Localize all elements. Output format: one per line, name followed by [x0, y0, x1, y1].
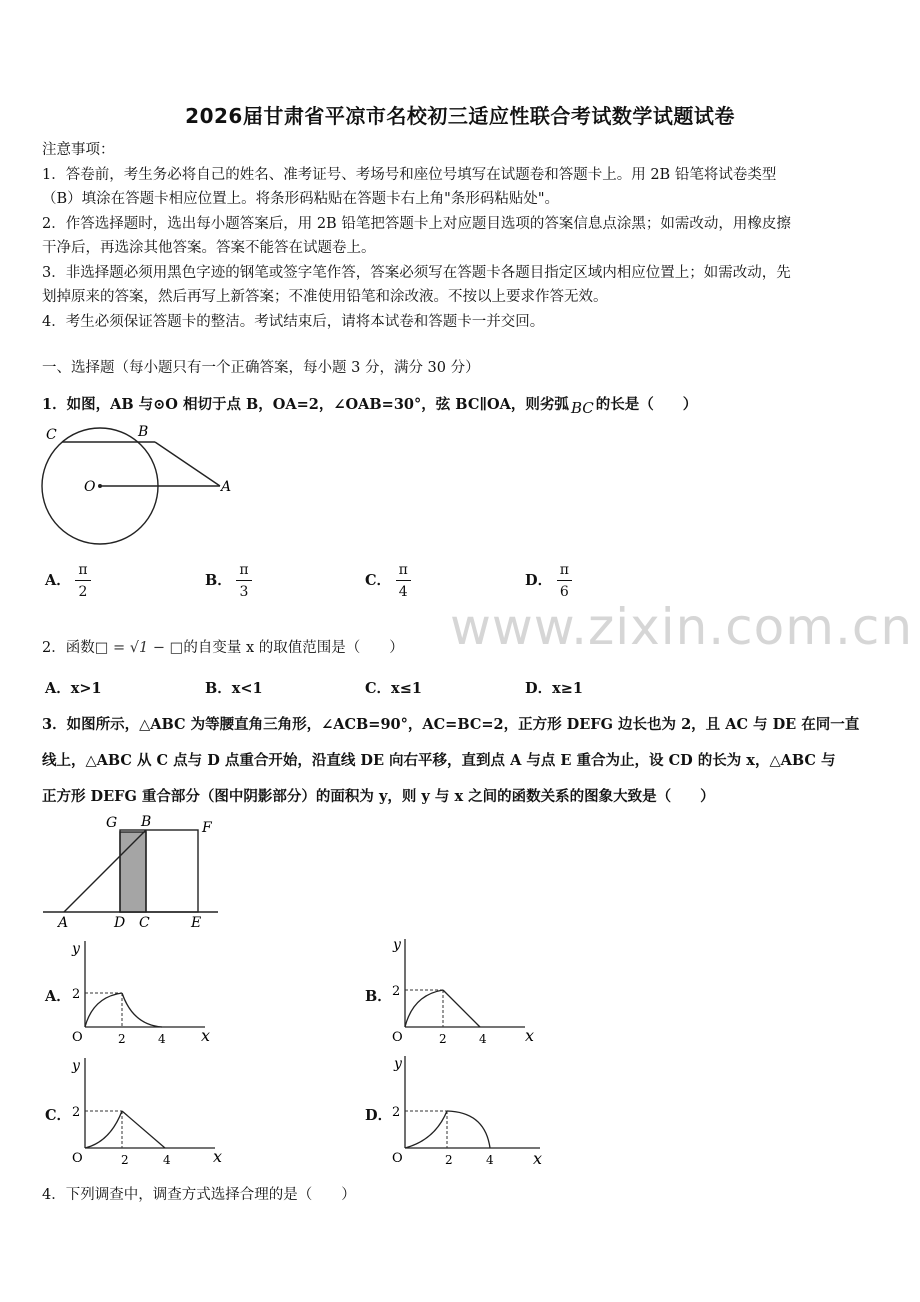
x-axis-label: x	[213, 1147, 223, 1166]
option-value: x<1	[231, 680, 263, 697]
x-tick-2: 2	[121, 1153, 129, 1167]
fraction-numerator: π	[557, 562, 572, 581]
option-b[interactable]	[205, 677, 263, 698]
option-value: x>1	[70, 680, 102, 697]
graph-c	[65, 1052, 230, 1167]
y-tick-2: 2	[392, 984, 401, 999]
fraction-numerator: π	[396, 562, 411, 581]
question-3-line: 线上，△ABC 从 C 点与 D 点重合开始，沿直线 DE 向右平移，直到点 A 与点 E 重合为止，设 CD 的长为 x，△ABC 与	[42, 752, 836, 769]
option-label: D．	[525, 680, 553, 697]
point-b-label: B	[138, 424, 149, 440]
triangle-square-figure	[40, 812, 225, 932]
point-c-label: C	[46, 427, 57, 443]
option-d[interactable]	[525, 677, 583, 698]
x-axis-label: x	[525, 1026, 535, 1045]
question-2-text: 2．函数	[42, 640, 95, 656]
y-axis-label: y	[394, 1056, 402, 1072]
x-tick-2: 2	[445, 1153, 453, 1167]
fraction-denominator: 4	[398, 584, 408, 600]
option-c[interactable]	[365, 677, 422, 698]
option-c[interactable]	[365, 562, 411, 600]
fraction-numerator: π	[75, 562, 90, 581]
x-axis-label: x	[533, 1149, 543, 1167]
x-tick-2: 2	[439, 1032, 447, 1046]
origin-label: O	[392, 1151, 403, 1166]
function-formula: □ = √1 − □	[94, 640, 184, 656]
option-a[interactable]: A．	[45, 988, 71, 1005]
graph-d	[385, 1052, 555, 1167]
y-tick-2: 2	[72, 987, 81, 1002]
y-tick-2: 2	[392, 1105, 401, 1120]
question-1-text: 1．如图，AB 与⊙O 相切于点 B，OA=2，∠OAB=30°，弦 BC∥OA，则劣弧	[42, 396, 569, 413]
point-d-label: D	[114, 915, 126, 931]
origin-label: O	[72, 1030, 83, 1045]
point-b-label: B	[141, 814, 152, 830]
notice-line: 干净后，再选涂其他答案。答案不能答在试题卷上。	[42, 240, 376, 256]
option-a[interactable]	[45, 562, 91, 600]
point-c-label: C	[139, 915, 150, 931]
notice-line: 1．答卷前，考生务必将自己的姓名、准考证号、考场号和座位号填写在试题卷和答题卡上。用 2B 铅笔将试卷类型	[42, 167, 777, 183]
circle-tangent-figure	[40, 420, 240, 550]
option-label: A．	[45, 680, 71, 697]
fraction-denominator: 6	[559, 584, 569, 600]
question-2-stem	[42, 636, 404, 657]
option-c[interactable]: C．	[45, 1107, 72, 1124]
notice-line: 划掉原来的答案，然后再写上新答案；不准使用铅笔和涂改液。不按以上要求作答无效。	[42, 289, 608, 305]
option-label: C．	[365, 572, 392, 589]
x-tick-4: 4	[486, 1153, 494, 1167]
section-heading: 一、选择题（每小题只有一个正确答案，每小题 3 分，满分 30 分）	[42, 360, 480, 376]
option-value: x≤1	[391, 680, 422, 697]
notice-line: 4．考生必须保证答题卡的整洁。考试结束后，请将本试卷和答题卡一并交回。	[42, 314, 545, 330]
y-axis-label: y	[393, 937, 401, 953]
option-value: x≥1	[552, 680, 583, 697]
x-axis-label: x	[201, 1026, 211, 1045]
question-1-text-end: 的长是（ ）	[595, 396, 698, 413]
notice-heading: 注意事项：	[42, 142, 115, 158]
y-axis-label: y	[72, 1058, 80, 1074]
point-g-label: G	[106, 815, 118, 831]
option-label: D．	[525, 572, 553, 589]
option-label: A．	[45, 572, 71, 589]
option-label: C．	[365, 680, 392, 697]
origin-label: O	[72, 1151, 83, 1166]
point-o-label: O	[84, 479, 96, 495]
option-label: B．	[205, 680, 232, 697]
option-b[interactable]	[205, 562, 252, 600]
option-b[interactable]: B．	[365, 988, 392, 1005]
notice-line: 2．作答选择题时，选出每小题答案后，用 2B 铅笔把答题卡上对应题目选项的答案信息点涂黑；如需改动，用橡皮擦	[42, 216, 791, 232]
question-1-stem	[42, 393, 698, 417]
question-4-stem: 4．下列调查中，调查方式选择合理的是（ ）	[42, 1187, 356, 1203]
question-3-line: 3．如图所示，△ABC 为等腰直角三角形，∠ACB=90°，AC=BC=2，正方形 DEFG 边长也为 2，且 AC 与 DE 在同一直	[42, 716, 860, 733]
page-title: 2026届甘肃省平凉市名校初三适应性联合考试数学试题试卷	[185, 104, 735, 128]
x-tick-2: 2	[118, 1032, 126, 1046]
question-2-text-end: 的自变量 x 的取值范围是（ ）	[183, 640, 404, 656]
option-a[interactable]	[45, 677, 102, 698]
point-f-label: F	[202, 820, 212, 836]
point-a-label: A	[221, 479, 232, 495]
x-tick-4: 4	[479, 1032, 487, 1046]
origin-label: O	[392, 1030, 403, 1045]
notice-line: （B）填涂在答题卡相应位置上。将条形码粘贴在答题卡右上角"条形码粘贴处"。	[42, 191, 559, 207]
question-3-line: 正方形 DEFG 重合部分（图中阴影部分）的面积为 y，则 y 与 x 之间的函数关系的图象大致是（ ）	[42, 788, 715, 805]
option-d[interactable]: D．	[365, 1107, 393, 1124]
x-tick-4: 4	[158, 1032, 166, 1046]
point-a-label: A	[58, 915, 69, 931]
fraction-denominator: 2	[78, 584, 88, 600]
point-e-label: E	[191, 915, 202, 931]
option-d[interactable]	[525, 562, 572, 600]
graph-b	[385, 935, 545, 1047]
notice-line: 3．非选择题必须用黑色字迹的钢笔或签字笔作答，答案必须写在答题卡各题目指定区域内相应位置上；如需改动，先	[42, 265, 791, 281]
x-tick-4: 4	[163, 1153, 171, 1167]
watermark: www.zixin.com.cn	[450, 598, 914, 656]
y-tick-2: 2	[72, 1105, 81, 1120]
option-label: B．	[205, 572, 232, 589]
graph-a	[65, 935, 220, 1047]
fraction-denominator: 3	[239, 584, 249, 600]
fraction-numerator: π	[236, 562, 251, 581]
y-axis-label: y	[72, 941, 80, 957]
arc-bc-label: BC	[570, 399, 594, 417]
